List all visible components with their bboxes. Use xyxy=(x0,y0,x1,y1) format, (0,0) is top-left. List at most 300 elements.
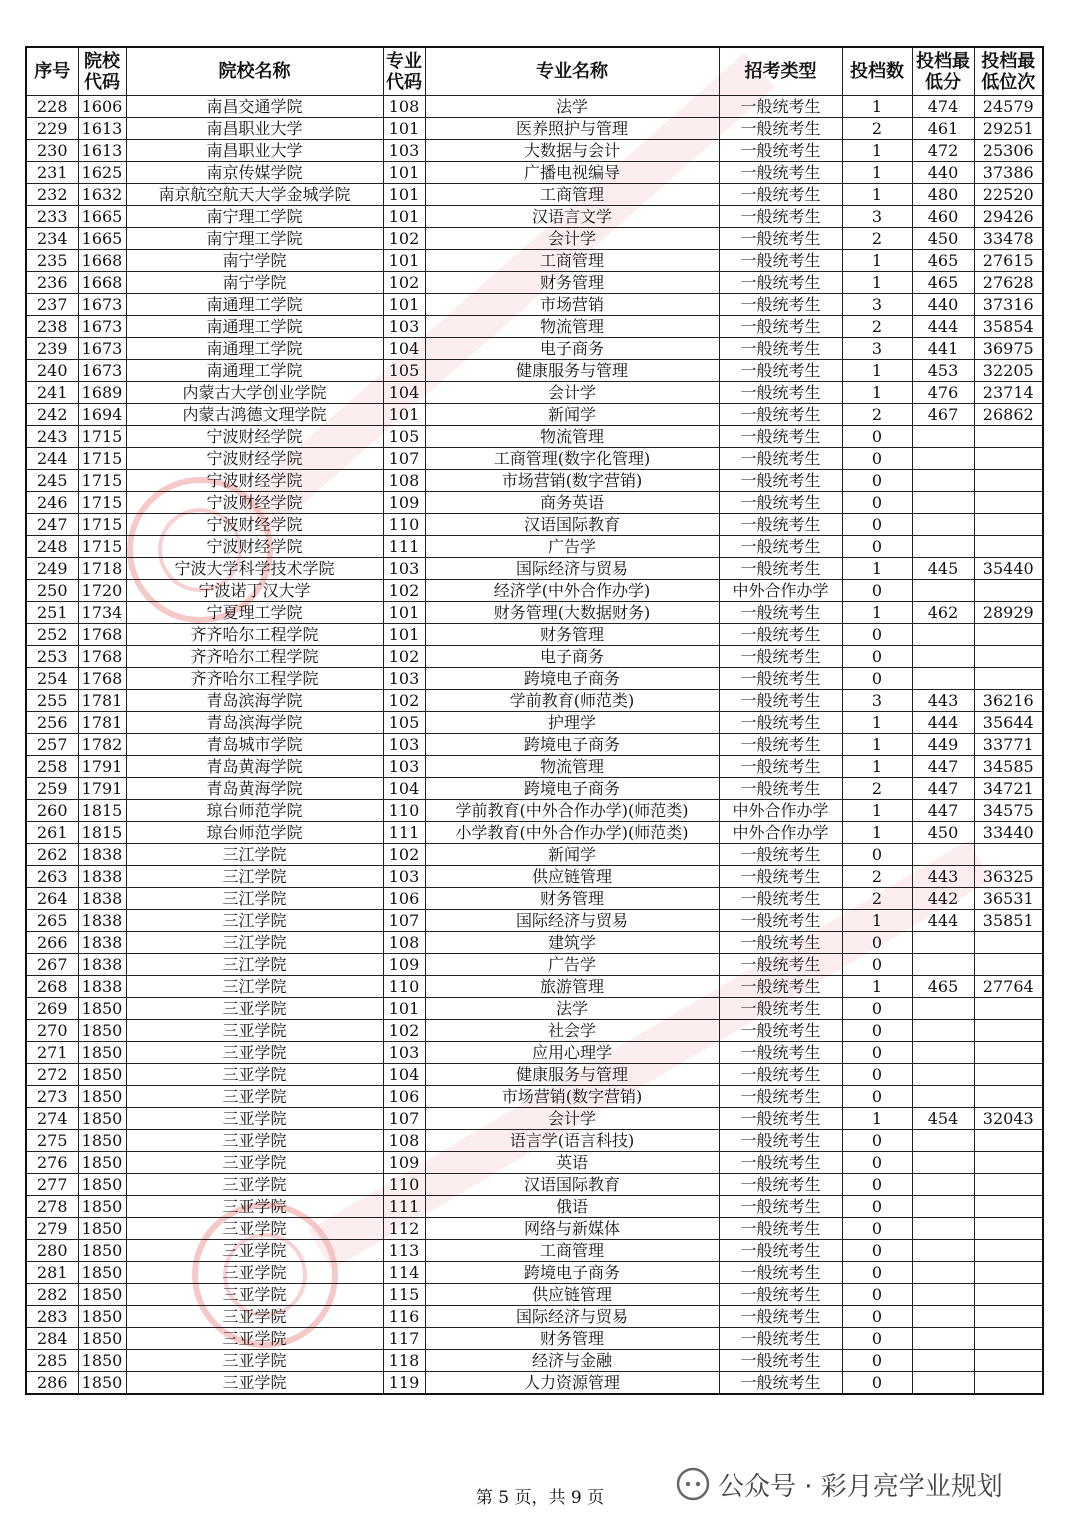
cell-index: 258 xyxy=(26,756,78,778)
table-row xyxy=(26,1086,1043,1108)
cell-school-code: 1734 xyxy=(78,602,126,624)
cell-major-name: 跨境电子商务 xyxy=(425,668,719,690)
cell-school-code: 1838 xyxy=(78,888,126,910)
cell-major-code: 101 xyxy=(383,162,425,184)
cell-min-rank xyxy=(974,668,1043,690)
cell-school-code: 1715 xyxy=(78,470,126,492)
cell-count: 0 xyxy=(842,1284,912,1306)
cell-school-name: 三亚学院 xyxy=(126,1262,383,1284)
cell-exam-type: 一般统考生 xyxy=(719,646,842,668)
cell-major-code: 103 xyxy=(383,756,425,778)
cell-major-code: 102 xyxy=(383,690,425,712)
cell-school-name: 三亚学院 xyxy=(126,1174,383,1196)
cell-count: 0 xyxy=(842,470,912,492)
cell-min-rank xyxy=(974,580,1043,602)
cell-count: 0 xyxy=(842,668,912,690)
cell-school-name: 南宁学院 xyxy=(126,272,383,294)
cell-count: 0 xyxy=(842,1130,912,1152)
table-row xyxy=(26,1174,1043,1196)
cell-count: 0 xyxy=(842,844,912,866)
cell-major-name: 医养照护与管理 xyxy=(425,118,719,140)
cell-school-code: 1850 xyxy=(78,1218,126,1240)
cell-school-name: 三亚学院 xyxy=(126,1196,383,1218)
cell-major-code: 101 xyxy=(383,998,425,1020)
cell-major-code: 102 xyxy=(383,1020,425,1042)
cell-school-name: 南昌交通学院 xyxy=(126,96,383,118)
table-header-row xyxy=(26,47,1043,96)
cell-exam-type: 一般统考生 xyxy=(719,140,842,162)
table-row xyxy=(26,1328,1043,1350)
cell-min-rank: 37386 xyxy=(974,162,1043,184)
cell-major-name: 学前教育(中外合作办学)(师范类) xyxy=(425,800,719,822)
cell-school-name: 三亚学院 xyxy=(126,1284,383,1306)
cell-min-rank xyxy=(974,1042,1043,1064)
cell-min-rank: 37316 xyxy=(974,294,1043,316)
cell-exam-type: 一般统考生 xyxy=(719,316,842,338)
cell-min-score: 443 xyxy=(912,866,974,888)
cell-school-code: 1665 xyxy=(78,206,126,228)
cell-school-code: 1689 xyxy=(78,382,126,404)
cell-count: 2 xyxy=(842,404,912,426)
cell-major-name: 物流管理 xyxy=(425,756,719,778)
cell-count: 3 xyxy=(842,206,912,228)
cell-school-code: 1606 xyxy=(78,96,126,118)
cell-index: 264 xyxy=(26,888,78,910)
cell-major-code: 116 xyxy=(383,1306,425,1328)
cell-school-name: 三江学院 xyxy=(126,910,383,932)
table-row xyxy=(26,492,1043,514)
cell-major-code: 103 xyxy=(383,316,425,338)
cell-exam-type: 一般统考生 xyxy=(719,558,842,580)
cell-min-score xyxy=(912,1020,974,1042)
cell-exam-type: 一般统考生 xyxy=(719,756,842,778)
table-row xyxy=(26,844,1043,866)
table-row xyxy=(26,1284,1043,1306)
cell-exam-type: 一般统考生 xyxy=(719,96,842,118)
cell-count: 1 xyxy=(842,162,912,184)
table-row xyxy=(26,250,1043,272)
cell-min-score: 460 xyxy=(912,206,974,228)
cell-exam-type: 一般统考生 xyxy=(719,272,842,294)
cell-count: 1 xyxy=(842,558,912,580)
cell-index: 255 xyxy=(26,690,78,712)
cell-exam-type: 一般统考生 xyxy=(719,426,842,448)
cell-major-code: 103 xyxy=(383,140,425,162)
cell-count: 1 xyxy=(842,712,912,734)
cell-exam-type: 一般统考生 xyxy=(719,514,842,536)
cell-major-name: 跨境电子商务 xyxy=(425,734,719,756)
cell-major-code: 101 xyxy=(383,404,425,426)
cell-major-name: 市场营销(数字营销) xyxy=(425,470,719,492)
cell-school-code: 1850 xyxy=(78,1284,126,1306)
table-row xyxy=(26,118,1043,140)
cell-min-rank: 25306 xyxy=(974,140,1043,162)
cell-index: 282 xyxy=(26,1284,78,1306)
cell-min-rank xyxy=(974,470,1043,492)
cell-exam-type: 一般统考生 xyxy=(719,976,842,998)
cell-exam-type: 一般统考生 xyxy=(719,184,842,206)
cell-exam-type: 一般统考生 xyxy=(719,954,842,976)
cell-index: 274 xyxy=(26,1108,78,1130)
table-row xyxy=(26,1306,1043,1328)
cell-index: 277 xyxy=(26,1174,78,1196)
cell-school-code: 1850 xyxy=(78,1042,126,1064)
cell-school-code: 1768 xyxy=(78,668,126,690)
cell-school-code: 1673 xyxy=(78,294,126,316)
cell-count: 0 xyxy=(842,1306,912,1328)
table-row xyxy=(26,624,1043,646)
table-row xyxy=(26,448,1043,470)
cell-min-score xyxy=(912,1284,974,1306)
cell-min-score xyxy=(912,1086,974,1108)
cell-index: 265 xyxy=(26,910,78,932)
cell-count: 0 xyxy=(842,1174,912,1196)
cell-count: 1 xyxy=(842,96,912,118)
cell-major-code: 106 xyxy=(383,888,425,910)
table-row xyxy=(26,382,1043,404)
cell-major-name: 跨境电子商务 xyxy=(425,778,719,800)
cell-index: 259 xyxy=(26,778,78,800)
cell-school-name: 三亚学院 xyxy=(126,1218,383,1240)
cell-major-name: 法学 xyxy=(425,998,719,1020)
cell-index: 241 xyxy=(26,382,78,404)
table-row xyxy=(26,1108,1043,1130)
cell-major-code: 111 xyxy=(383,536,425,558)
cell-major-code: 119 xyxy=(383,1372,425,1395)
cell-index: 240 xyxy=(26,360,78,382)
cell-count: 0 xyxy=(842,624,912,646)
cell-major-code: 102 xyxy=(383,844,425,866)
cell-min-score xyxy=(912,998,974,1020)
cell-count: 0 xyxy=(842,1372,912,1395)
cell-major-name: 大数据与会计 xyxy=(425,140,719,162)
cell-min-score: 474 xyxy=(912,96,974,118)
cell-min-rank: 23714 xyxy=(974,382,1043,404)
cell-exam-type: 一般统考生 xyxy=(719,162,842,184)
cell-school-code: 1850 xyxy=(78,1328,126,1350)
cell-min-rank xyxy=(974,932,1043,954)
cell-school-name: 青岛黄海学院 xyxy=(126,778,383,800)
cell-min-rank xyxy=(974,1064,1043,1086)
cell-count: 1 xyxy=(842,822,912,844)
cell-school-code: 1781 xyxy=(78,712,126,734)
cell-school-name: 南通理工学院 xyxy=(126,316,383,338)
cell-count: 0 xyxy=(842,1064,912,1086)
cell-exam-type: 一般统考生 xyxy=(719,1020,842,1042)
table-row xyxy=(26,778,1043,800)
cell-index: 248 xyxy=(26,536,78,558)
cell-count: 0 xyxy=(842,932,912,954)
table-row xyxy=(26,228,1043,250)
cell-count: 0 xyxy=(842,492,912,514)
cell-index: 239 xyxy=(26,338,78,360)
cell-exam-type: 一般统考生 xyxy=(719,206,842,228)
cell-major-code: 109 xyxy=(383,954,425,976)
cell-index: 254 xyxy=(26,668,78,690)
cell-count: 0 xyxy=(842,1152,912,1174)
cell-major-name: 电子商务 xyxy=(425,338,719,360)
cell-count: 2 xyxy=(842,866,912,888)
cell-major-name: 国际经济与贸易 xyxy=(425,558,719,580)
cell-school-code: 1850 xyxy=(78,1240,126,1262)
cell-min-rank xyxy=(974,1130,1043,1152)
cell-major-name: 国际经济与贸易 xyxy=(425,910,719,932)
cell-index: 261 xyxy=(26,822,78,844)
cell-min-rank: 33771 xyxy=(974,734,1043,756)
table-row xyxy=(26,580,1043,602)
cell-min-score: 441 xyxy=(912,338,974,360)
cell-count: 1 xyxy=(842,734,912,756)
cell-school-code: 1850 xyxy=(78,1086,126,1108)
cell-count: 1 xyxy=(842,756,912,778)
cell-min-score xyxy=(912,668,974,690)
cell-school-name: 三江学院 xyxy=(126,954,383,976)
cell-min-rank: 36216 xyxy=(974,690,1043,712)
cell-major-code: 101 xyxy=(383,118,425,140)
cell-major-name: 新闻学 xyxy=(425,844,719,866)
cell-major-name: 国际经济与贸易 xyxy=(425,1306,719,1328)
cell-school-code: 1850 xyxy=(78,1174,126,1196)
cell-school-name: 宁波财经学院 xyxy=(126,514,383,536)
cell-min-rank: 35440 xyxy=(974,558,1043,580)
cell-exam-type: 一般统考生 xyxy=(719,932,842,954)
cell-index: 266 xyxy=(26,932,78,954)
cell-school-name: 三亚学院 xyxy=(126,1130,383,1152)
table-row xyxy=(26,932,1043,954)
cell-school-code: 1665 xyxy=(78,228,126,250)
cell-school-code: 1850 xyxy=(78,1108,126,1130)
cell-major-code: 107 xyxy=(383,910,425,932)
cell-min-score: 476 xyxy=(912,382,974,404)
cell-school-name: 南宁学院 xyxy=(126,250,383,272)
table-row xyxy=(26,668,1043,690)
cell-major-code: 104 xyxy=(383,778,425,800)
cell-major-name: 商务英语 xyxy=(425,492,719,514)
table-row xyxy=(26,272,1043,294)
cell-school-code: 1815 xyxy=(78,800,126,822)
cell-min-score xyxy=(912,1350,974,1372)
cell-school-code: 1838 xyxy=(78,932,126,954)
cell-exam-type: 中外合作办学 xyxy=(719,580,842,602)
cell-count: 0 xyxy=(842,954,912,976)
table-row xyxy=(26,1262,1043,1284)
cell-min-score: 444 xyxy=(912,316,974,338)
table-body xyxy=(26,96,1043,1395)
cell-min-score: 440 xyxy=(912,162,974,184)
cell-min-score xyxy=(912,646,974,668)
cell-min-score: 465 xyxy=(912,272,974,294)
cell-min-score xyxy=(912,1218,974,1240)
table-row xyxy=(26,998,1043,1020)
cell-major-code: 101 xyxy=(383,250,425,272)
cell-count: 1 xyxy=(842,976,912,998)
cell-index: 250 xyxy=(26,580,78,602)
table-row xyxy=(26,294,1043,316)
cell-min-score xyxy=(912,1042,974,1064)
cell-min-rank xyxy=(974,1020,1043,1042)
cell-major-name: 财务管理 xyxy=(425,888,719,910)
cell-min-rank xyxy=(974,1350,1043,1372)
cell-min-rank xyxy=(974,1372,1043,1395)
table-row xyxy=(26,1020,1043,1042)
cell-school-name: 南宁理工学院 xyxy=(126,206,383,228)
cell-min-score: 472 xyxy=(912,140,974,162)
cell-index: 267 xyxy=(26,954,78,976)
cell-min-score: 465 xyxy=(912,250,974,272)
cell-major-name: 工商管理(数字化管理) xyxy=(425,448,719,470)
cell-min-score: 462 xyxy=(912,602,974,624)
cell-index: 257 xyxy=(26,734,78,756)
cell-exam-type: 一般统考生 xyxy=(719,624,842,646)
cell-school-code: 1838 xyxy=(78,844,126,866)
cell-min-score xyxy=(912,470,974,492)
cell-school-code: 1850 xyxy=(78,1064,126,1086)
cell-min-rank xyxy=(974,1174,1043,1196)
cell-count: 1 xyxy=(842,140,912,162)
cell-exam-type: 一般统考生 xyxy=(719,382,842,404)
cell-exam-type: 一般统考生 xyxy=(719,910,842,932)
cell-index: 283 xyxy=(26,1306,78,1328)
cell-major-name: 供应链管理 xyxy=(425,1284,719,1306)
cell-index: 270 xyxy=(26,1020,78,1042)
table-row xyxy=(26,734,1043,756)
table-row xyxy=(26,954,1043,976)
cell-min-score xyxy=(912,1174,974,1196)
cell-index: 281 xyxy=(26,1262,78,1284)
cell-min-rank: 22520 xyxy=(974,184,1043,206)
col-header-min-rank: 投档最低位次 xyxy=(974,47,1043,96)
cell-min-score xyxy=(912,844,974,866)
table-row xyxy=(26,360,1043,382)
cell-school-name: 三亚学院 xyxy=(126,998,383,1020)
cell-exam-type: 一般统考生 xyxy=(719,250,842,272)
cell-school-name: 青岛黄海学院 xyxy=(126,756,383,778)
cell-min-rank: 29251 xyxy=(974,118,1043,140)
cell-count: 2 xyxy=(842,118,912,140)
cell-school-code: 1838 xyxy=(78,976,126,998)
cell-count: 0 xyxy=(842,1218,912,1240)
cell-school-name: 齐齐哈尔工程学院 xyxy=(126,624,383,646)
cell-school-name: 三江学院 xyxy=(126,888,383,910)
cell-major-name: 财务管理 xyxy=(425,272,719,294)
cell-count: 1 xyxy=(842,360,912,382)
cell-school-name: 南通理工学院 xyxy=(126,360,383,382)
cell-major-code: 111 xyxy=(383,822,425,844)
cell-index: 251 xyxy=(26,602,78,624)
cell-school-code: 1715 xyxy=(78,514,126,536)
cell-count: 0 xyxy=(842,1196,912,1218)
cell-school-code: 1850 xyxy=(78,1262,126,1284)
cell-min-score: 443 xyxy=(912,690,974,712)
cell-min-rank: 36975 xyxy=(974,338,1043,360)
cell-school-name: 宁波诺丁汉大学 xyxy=(126,580,383,602)
cell-count: 0 xyxy=(842,580,912,602)
cell-major-code: 110 xyxy=(383,514,425,536)
cell-min-rank: 36531 xyxy=(974,888,1043,910)
cell-school-code: 1838 xyxy=(78,954,126,976)
cell-school-name: 三江学院 xyxy=(126,976,383,998)
cell-index: 284 xyxy=(26,1328,78,1350)
cell-major-code: 102 xyxy=(383,580,425,602)
cell-school-code: 1632 xyxy=(78,184,126,206)
cell-school-name: 南昌职业大学 xyxy=(126,140,383,162)
cell-min-rank xyxy=(974,492,1043,514)
cell-count: 1 xyxy=(842,382,912,404)
cell-exam-type: 一般统考生 xyxy=(719,1130,842,1152)
brand-text: 公众号 · 彩月亮学业规划 xyxy=(718,1471,1003,1502)
cell-school-name: 三亚学院 xyxy=(126,1152,383,1174)
cell-min-rank: 32205 xyxy=(974,360,1043,382)
table-row xyxy=(26,602,1043,624)
cell-exam-type: 一般统考生 xyxy=(719,1064,842,1086)
cell-school-code: 1850 xyxy=(78,998,126,1020)
cell-school-code: 1673 xyxy=(78,338,126,360)
cell-index: 235 xyxy=(26,250,78,272)
col-header-school-code: 院校代码 xyxy=(78,47,126,96)
cell-major-name: 会计学 xyxy=(425,1108,719,1130)
cell-exam-type: 一般统考生 xyxy=(719,228,842,250)
cell-major-code: 101 xyxy=(383,602,425,624)
cell-school-name: 宁波财经学院 xyxy=(126,492,383,514)
cell-count: 3 xyxy=(842,338,912,360)
cell-min-rank xyxy=(974,646,1043,668)
cell-index: 242 xyxy=(26,404,78,426)
cell-major-code: 109 xyxy=(383,492,425,514)
cell-count: 0 xyxy=(842,1086,912,1108)
cell-major-name: 应用心理学 xyxy=(425,1042,719,1064)
cell-exam-type: 一般统考生 xyxy=(719,1218,842,1240)
cell-exam-type: 一般统考生 xyxy=(719,734,842,756)
table-row xyxy=(26,96,1043,118)
cell-exam-type: 一般统考生 xyxy=(719,360,842,382)
cell-major-code: 103 xyxy=(383,1042,425,1064)
cell-exam-type: 一般统考生 xyxy=(719,294,842,316)
cell-min-rank: 27615 xyxy=(974,250,1043,272)
cell-major-name: 网络与新媒体 xyxy=(425,1218,719,1240)
table-row xyxy=(26,866,1043,888)
cell-min-rank: 26862 xyxy=(974,404,1043,426)
cell-min-rank: 28929 xyxy=(974,602,1043,624)
cell-min-rank xyxy=(974,1262,1043,1284)
cell-min-score xyxy=(912,536,974,558)
cell-count: 1 xyxy=(842,800,912,822)
cell-min-rank xyxy=(974,624,1043,646)
cell-index: 244 xyxy=(26,448,78,470)
cell-exam-type: 一般统考生 xyxy=(719,1372,842,1395)
cell-school-name: 三亚学院 xyxy=(126,1064,383,1086)
cell-min-score: 447 xyxy=(912,778,974,800)
cell-index: 249 xyxy=(26,558,78,580)
cell-index: 275 xyxy=(26,1130,78,1152)
cell-major-name: 旅游管理 xyxy=(425,976,719,998)
cell-major-code: 105 xyxy=(383,360,425,382)
cell-index: 247 xyxy=(26,514,78,536)
cell-school-name: 三亚学院 xyxy=(126,1108,383,1130)
cell-major-name: 市场营销 xyxy=(425,294,719,316)
brand-badge xyxy=(676,1466,1003,1502)
cell-count: 0 xyxy=(842,1020,912,1042)
cell-index: 236 xyxy=(26,272,78,294)
cell-school-name: 内蒙古大学创业学院 xyxy=(126,382,383,404)
table-row xyxy=(26,338,1043,360)
cell-min-score: 447 xyxy=(912,800,974,822)
cell-min-rank xyxy=(974,1218,1043,1240)
cell-major-code: 118 xyxy=(383,1350,425,1372)
cell-exam-type: 一般统考生 xyxy=(719,602,842,624)
cell-major-code: 103 xyxy=(383,734,425,756)
cell-major-name: 经济与金融 xyxy=(425,1350,719,1372)
cell-school-name: 南通理工学院 xyxy=(126,338,383,360)
